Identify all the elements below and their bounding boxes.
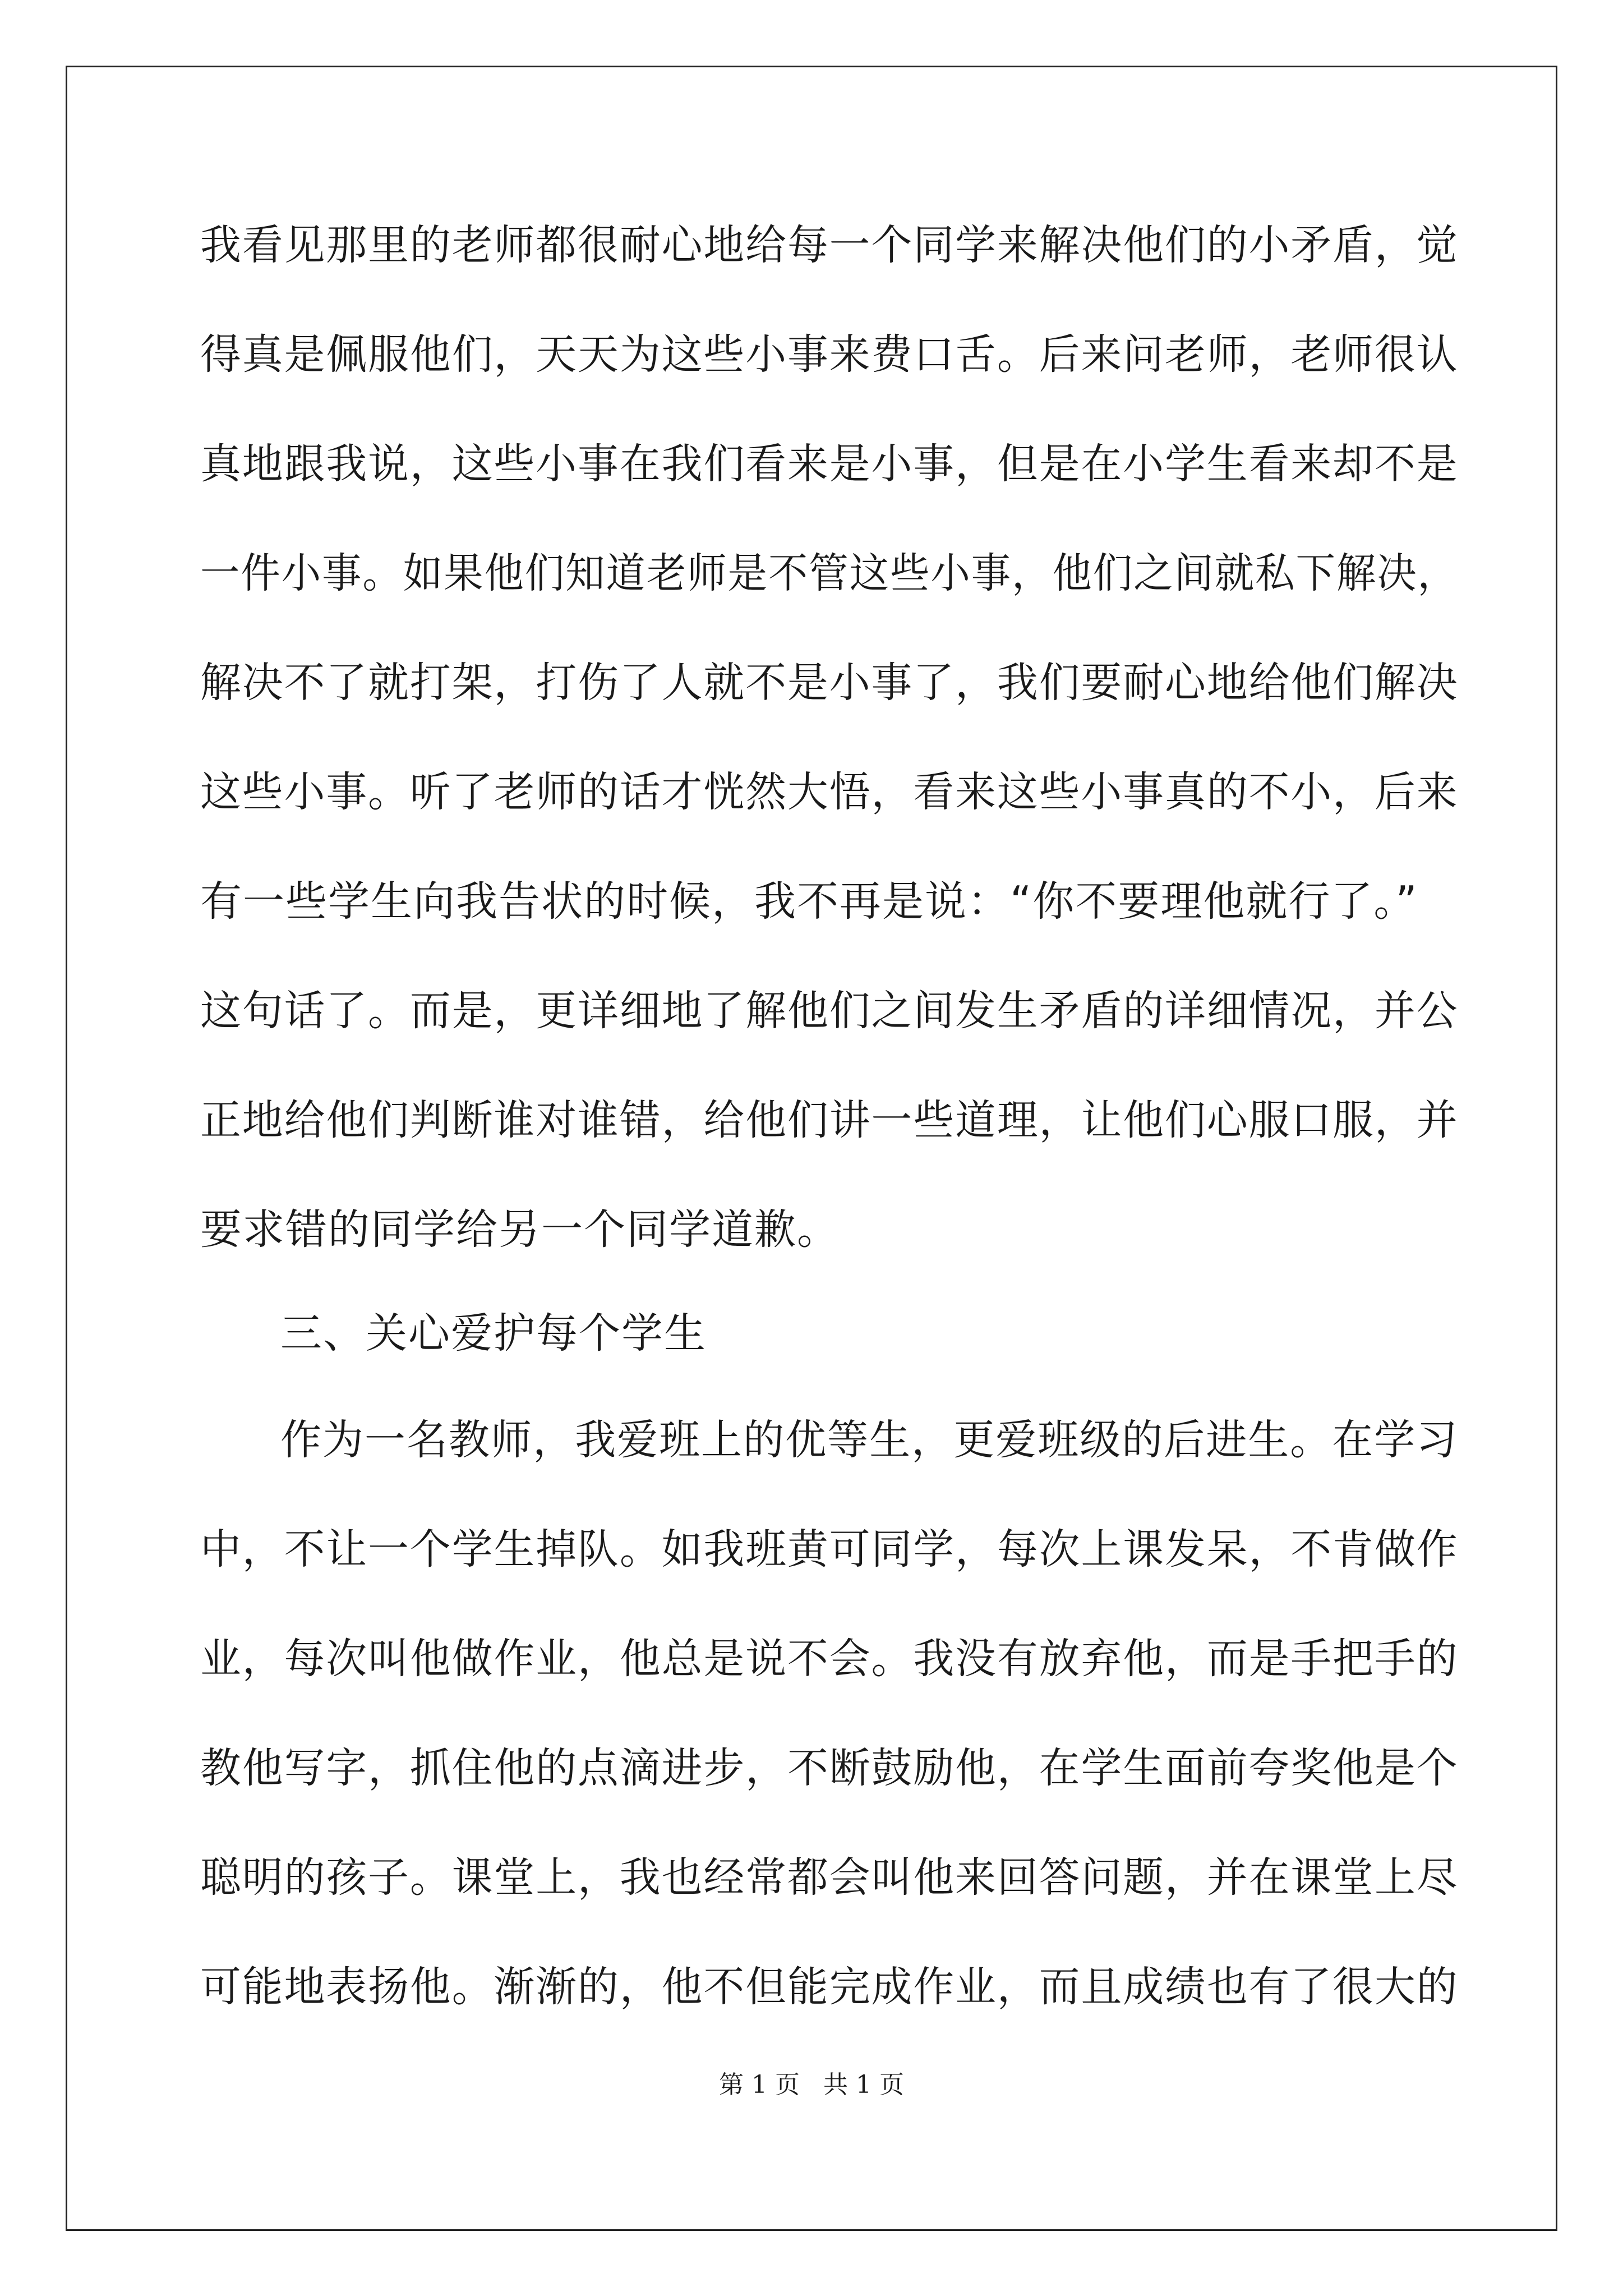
paragraph-line: 作为一名教师，我爱班上的优等生，更爱班级的后进生。在学习 xyxy=(280,1416,1459,1464)
paragraph-line: 聪明的孩子。课堂上，我也经常都会叫他来回答问题，并在课堂上尽 xyxy=(200,1853,1459,1902)
paragraph-line: 这句话了。而是，更详细地了解他们之间发生矛盾的详细情况，并公 xyxy=(200,987,1459,1035)
paragraph-line: 这些小事。听了老师的话才恍然大悟，看来这些小事真的不小，后来 xyxy=(200,768,1459,816)
paragraph-line: 可能地表扬他。渐渐的，他不但能完成作业，而且成绩也有了很大的 xyxy=(200,1963,1459,2011)
page-border xyxy=(66,66,1557,2231)
paragraph-line: 要求错的同学给另一个同学道歉。 xyxy=(200,1205,840,1254)
paragraph-line: 业，每次叫他做作业，他总是说不会。我没有放弃他，而是手把手的 xyxy=(200,1635,1459,1683)
paragraph-line: 有一些学生向我告状的时候，我不再是说：“你不要理他就行了。” xyxy=(200,877,1418,926)
paragraph-line: 教他写字，抓住他的点滴进步，不断鼓励他，在学生面前夸奖他是个 xyxy=(200,1744,1459,1792)
paragraph-line: 解决不了就打架，打伤了人就不是小事了，我们要耐心地给他们解决 xyxy=(200,659,1459,707)
paragraph-line: 我看见那里的老师都很耐心地给每一个同学来解决他们的小矛盾，觉 xyxy=(200,221,1459,269)
section-heading: 三、关心爱护每个学生 xyxy=(280,1309,707,1358)
paragraph-line: 一件小事。如果他们知道老师是不管这些小事，他们之间就私下解决， xyxy=(200,549,1458,597)
paragraph-line: 正地给他们判断谁对谁错，给他们讲一些道理，让他们心服口服，并 xyxy=(200,1096,1459,1144)
paragraph-line: 得真是佩服他们，天天为这些小事来费口舌。后来问老师，老师很认 xyxy=(200,330,1459,379)
paragraph-line: 真地跟我说，这些小事在我们看来是小事，但是在小学生看来却不是 xyxy=(200,440,1459,488)
page-footer: 第 1 页 共 1 页 xyxy=(719,2070,904,2099)
paragraph-line: 中，不让一个学生掉队。如我班黄可同学，每次上课发呆，不肯做作 xyxy=(200,1525,1459,1573)
